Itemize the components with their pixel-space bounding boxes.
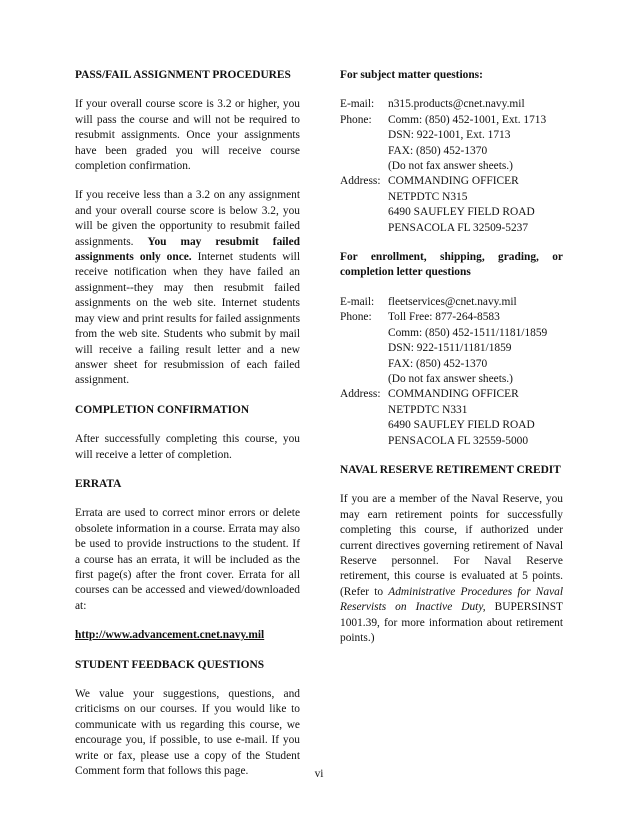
phone-label: Phone: — [340, 311, 372, 324]
reserve-credit-paragraph — [340, 492, 563, 646]
enrollment-address-line-3: 6490 SAUFLEY FIELD ROAD — [388, 419, 535, 432]
errata-heading: ERRATA — [75, 477, 122, 490]
resubmit-once-notice: You may resubmit failed assignments only once. — [75, 235, 300, 264]
phone-label: Phone: — [340, 113, 372, 126]
enrollment-dsn-phone: DSN: 922-1511/1181/1859 — [388, 342, 512, 355]
subject-contact-block — [340, 97, 563, 236]
enrollment-questions-heading: For enrollment, shipping, grading, or completion letter questions — [340, 251, 563, 279]
errata-link[interactable]: http://www.advancement.cnet.navy.mil — [75, 629, 265, 642]
enrollment-address-line-1: COMMANDING OFFICER — [388, 388, 519, 401]
subject-address-line-1: COMMANDING OFFICER — [388, 175, 519, 188]
left-column — [75, 68, 300, 793]
address-label: Address: — [340, 175, 381, 188]
subject-email[interactable]: n315.products@cnet.navy.mil — [388, 98, 525, 111]
subject-address-line-3: 6490 SAUFLEY FIELD ROAD — [388, 206, 535, 219]
passfail-p2-end: Internet students will receive notification when they have failed an assignment--they may then resubmit failed assignments on the web site. Internet students may view and print results for failed assignments from the web site. Students who submit by mail will receive a failing result letter and a new answer sheet for resubmission of each failed assignment. — [75, 251, 300, 387]
subject-comm-phone: Comm: (850) 452-1001, Ext. 1713 — [388, 113, 547, 126]
reserve-p-end: BUPERSINST 1001.39, for more information about retirement points.) — [340, 601, 563, 644]
email-label: E-mail: — [340, 295, 375, 308]
completion-heading: COMPLETION CONFIRMATION — [75, 403, 250, 416]
feedback-paragraph: We value your suggestions, questions, and criticisms on our courses. If you would like to communicate with us regarding this course, we encourage you, if possible, to use e-mail. If you write or fax, please use a copy of the Student Comment form that follows this page. — [75, 688, 300, 778]
enrollment-fax: FAX: (850) 452-1370 — [388, 357, 488, 370]
subject-questions-heading: For subject matter questions: — [340, 69, 483, 81]
enrollment-tollfree-phone: Toll Free: 877-264-8583 — [388, 311, 500, 324]
reserve-reference-title: Administrative Procedures for Naval Reservists on Inactive Duty, — [340, 585, 563, 614]
address-label: Address: — [340, 388, 381, 401]
passfail-heading: PASS/FAIL ASSIGNMENT PROCEDURES — [75, 69, 291, 81]
subject-address-line-2: NETPDTC N315 — [388, 190, 468, 203]
right-column — [340, 68, 563, 660]
errata-paragraph: Errata are used to correct minor errors or delete obsolete information in a course. Errata may also be used to provide instructions to the student. If a course has an errata, it will be included as the first page(s) after the front cover. Errata for all courses can be accessed and viewed/downloaded at: — [75, 507, 300, 612]
feedback-heading: STUDENT FEEDBACK QUESTIONS — [75, 658, 265, 671]
subject-fax: FAX: (850) 452-1370 — [388, 144, 488, 157]
passfail-paragraph-1: If your overall course score is 3.2 or higher, you will pass the course and will not be required to resubmit assignments. Once your assignments have been graded you will receive course completion confirmation. — [75, 98, 300, 173]
reserve-credit-heading: NAVAL RESERVE RETIREMENT CREDIT — [340, 463, 561, 476]
enrollment-address-line-2: NETPDTC N331 — [388, 403, 468, 416]
subject-dsn-phone: DSN: 922-1001, Ext. 1713 — [388, 129, 511, 142]
passfail-paragraph-2 — [75, 188, 300, 388]
enrollment-contact-block — [340, 295, 563, 449]
completion-paragraph: After successfully completing this course, you will receive a letter of completion. — [75, 433, 300, 461]
page-number: vi — [314, 768, 324, 780]
enrollment-comm-phone: Comm: (850) 452-1511/1181/1859 — [388, 326, 548, 339]
subject-address-line-4: PENSACOLA FL 32509-5237 — [388, 221, 529, 234]
reserve-p-start: If you are a member of the Naval Reserve, you may earn retirement points for successfully completing this course, if authorized under current directives governing retirement of Naval Reserve personnel. For Naval Reserve retirement, this course is evaluated at 5 points. (Refer to — [340, 493, 563, 598]
enrollment-address-line-4: PENSACOLA FL 32559-5000 — [388, 434, 529, 447]
subject-fax-note: (Do not fax answer sheets.) — [388, 160, 513, 173]
enrollment-fax-note: (Do not fax answer sheets.) — [388, 372, 513, 385]
enrollment-email[interactable]: fleetservices@cnet.navy.mil — [388, 295, 517, 308]
passfail-p2-start: If you receive less than a 3.2 on any assignment and your overall course score is below 3.2, you will be given the opportunity to resubmit failed assignments. — [75, 189, 300, 248]
email-label: E-mail: — [340, 98, 375, 111]
